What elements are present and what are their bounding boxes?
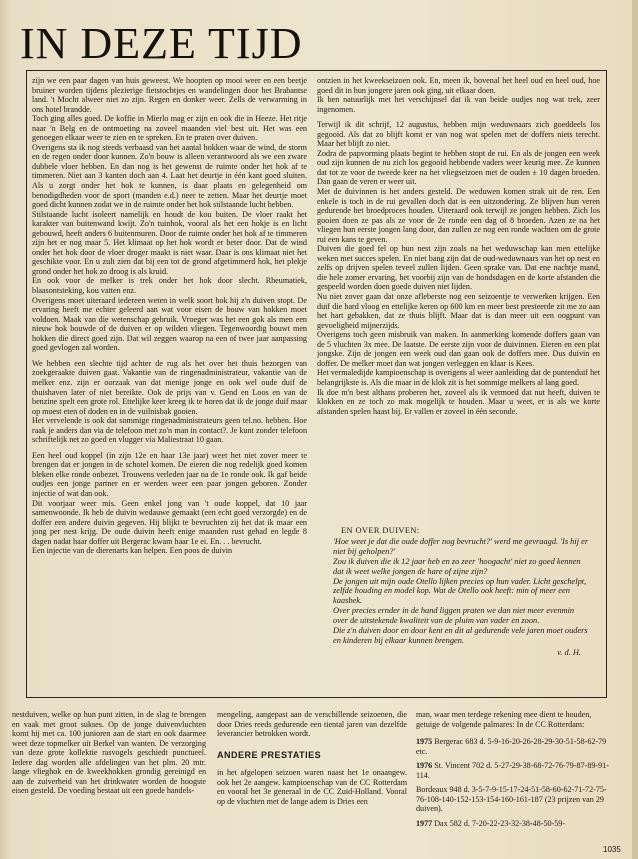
result-text: Dax 582 d. 7-20-22-23-32-38-48-50-59-: [432, 818, 566, 828]
result-text: Bergerac 683 d. 5-9-16-20-26-28-29-30-51-58-62-79 etc.: [416, 737, 607, 756]
result-text: Bordeaux 948 d. 3-5-7-9-15-17-24-51-58-60-62-71-72-75-76-108-140-152-153-154-160-161-187 (23 prijzen van 29 duiven).: [416, 785, 607, 814]
inset-line: Die z'n duiven door en door kent en dit al gedurende vele jaren moet ouders en kinderen bij elkaar kunnen brengen.: [333, 626, 588, 645]
page-fold-edge: [632, 0, 638, 859]
inset-line: De jongen uit mijn oude Otello lijken precies op hun vader. Licht geschelpt, zelfde houding en model kop. Wat de Otello ook heeft: min of meer een kaasbek.: [333, 576, 587, 606]
inset-line: Over precies ernder in de hand liggen praten we dan niet meer evenmin over de uitstekende kwaliteit van de pluim van vader en zoon.: [333, 606, 575, 626]
article-title: IN DEZE TIJD: [20, 19, 303, 68]
paragraph: mengeling, aangepast aan de verschillende seizoenen, die door Dries reeds gedurende een tiental jaren van dezelfde leverancier betrokken wordt.: [217, 710, 407, 739]
result-item: [416, 761, 616, 780]
inset-line: 'Hoe weet je dat die oude doffer nog bevrucht?' werd me gevraagd. 'Is hij er niet bij geholpen?': [333, 536, 589, 556]
lower-column-2: [217, 710, 407, 858]
paragraph: in het afgelopen seizoen waren naast het 1e onaangew. ook het 2e aangew. kampioenschap van de CC Rotterdam en vooral het 3e generaal in de CC Zuid-Holland. Vooral op de vluchten met de lange adem is Dries een: [217, 768, 407, 806]
paragraph: Terwijl ik dit schrijf, 12 augustus, hebben mijn weduwnaars zich goeddeels los gegooid. Als dat zo blijft komt er van nog wat spelen met de doffers niets terecht. Maar het blijft zo niet. Zodra de papvorming plaats begint te hebben stopt de rui. En als de jongen een week oud zijn kunnen de nu zich los gegooid hebbende vaders weer keurig mee. Ze kunnen dat tot ze voor de tweede keer na het vliegseizoen met de ouden ± 10 dagen broeden. Dan gaan de veren er weer uit. Met de duivinnen is het anders gesteld. De weduwen komen strak uit de ren. Een enkele is toch in de rui gevallen doch dat is een uitzondering. Ze blijven hun veren gedurende het broedproces houden. Uiteraard ook terwijl ze jongen hebben. Zich los gooien doen ze pas als ze voor de 2e ronde een dag of 8 broeden. Azen ze na het vliegen hun eerste jongen lang door, dan zullen ze nog een ronde wachten om de grote rui een kans te geven. Duiven die goed fel op hun nest zijn zoals na het weduwschap kan men ettelijke weken met succes spelen. En niet bang zijn dat de oud-weduwnaars van het op nest en zelfs op drijven spelen teveel zullen lijden. Geen sprake van. Dat ene nachtje mand, die hele zomer ervaring, het voorbij zijn van de hondsdagen en de korte afstanden die gespeeld worden doen goede duiven niet lijden. Nu niet zover gaan dat onze afleberste nog een seizoentje te verwerken krijgen. Een duif die hard vloog en ettelijke keren op 600 km en meer best presteerde zit me zo aan het hart gebakken, dat ze thuis blijft. Maar dat is dan meer uit een oogpunt van gevoeligheid mijnerzijds. Overigens toch geen misbruik van maken. In aanmerking komende doffers gaan van de 5 vluchten 3x mee. De laatste. De eerste zijn voor de duivinnen. Eieren en een plat jongske. Zijn de jongen een week oud dan gaan ook de doffers mee. Dus duivin en doffer. De melker moet dan wat jongen verleggen en klaar is Kees. Het vermaledijde kampioenschap is overigens al weer aanleiding dat de puntenduif het belangrijkste is. Als die maar in de klok zit is het sommige melkers al lang goed. Ik doe m'n best althans proberen het, zoveel als ik vermoed dat nut heeft, duiven te klokken en ze toch zo mak mogelijk te houden. Maar u weet, er is als we korte afstanden spelen haast bij. Er vallen er zoveel in één seconde.: [317, 120, 600, 416]
result-item: [416, 819, 616, 829]
section-heading: ANDERE PRESTATIES: [217, 749, 322, 760]
paragraph: nestduiven, welke op hun punt zitten, in de slag te brengen en vaak met groot sukses. Op de jonge duivenvluchten komt hij met ca. 100 junioren aan de start en ook daarmee weet deze topmelker uit Berkel van wanten. De verzorging van deze grote kollektie rasvogels geschiedt punctueel. Iedere dag worden alle afdelingen van het plm. 20 mtr. lange vlieghok en de kweekhokken grondig gereinigd en aan de zuiverheid van het drinkwater worden de hoogste eisen gesteld. De voeding bestaat uit een goede handels-: [12, 710, 206, 796]
paragraph: zijn we een paar dagen van huis geweest. We hoopten op mooi weer en een beetje bruiner worden tijdens plezierige fietstochtjes en wandelingen door het Brabantse land. 't Mocht alweer niet zo zijn. Regen en donker weer. Zells de verwarming in ons hotel brandde. Toch ging alles goed. De koffie in Mierlo mag er zijn en ook die in Heeze. Het ritje naar 'n Belg en de ontmoeting na zoveel maanden viel best uit. Het was een genoegen elkaar weer te zien en te spreken. En te praten over duiven. Overigens sta ik nog steeds verbaasd van het aantal hokken waar de wind, de storm en de regen onder door kunnen. Zo'n bouw is alleen verantwoord als we een zware dubbele vloer hebben. En dan nog is het gewenst de ruimte onder het hok af te timmeren. Niet aan 3 kanten doch aan 4. Laat het deurtje in één kant goed sluiten. Als u zorgt onder het hok te kunnen, is daar plaats en gelegenheid om benodigdheden voor de sport (manden e.d.) neer te zetten. Maar het deurtje moet goed dicht kunnen zodat we in de ruimte onder het hok stilstaande lucht hebben. Stilstaande lucht isoleert namelijk en houdt de kou buiten. De vloer raakt het karakter van buitenwand kwijt. Zo'n tuinhok, vooral als het een hokje is en licht gebouwd, heeft anders 6 buitenmuren. Door de ruimte onder het hok af te timmeren zijn het er nog maar 5. Het klimaat op het hok wordt er beter door. Dat de wind onder het hok door de vloer droger maakt is niet waar. Daar is ons klimaat niet het geschikte voor. En u zult zien dat bij een tot de grond afgetimmerd hok, het plekje grond onder het hok zo droog is als kruid. En ook voor de melker is trek onder het hok door slecht. Rheumatiek, blaasontsteking, kou vatten enz. Overigens moet uiteraard iedereen weten in welk soort hok hij z'n duiven stopt. De ervaring heeft me echter geleerd aan wat voor eisen de bouw van hokken moet voldoen. Maak van die wetenschap gebruik. Vroeger was het een gok als men een nieuw hok bouwde of de duiven er op wilden vliegen. Tegenwoordig bouwt men hokken die direct goed zijn. Dat wil zeggen waarop na een of twee jaar aanpassing goed gevlogen zal worden.: [32, 76, 307, 353]
inset-heading: EN OVER DUIVEN:: [341, 526, 420, 535]
result-year: 1976: [416, 761, 433, 771]
results-list: [416, 737, 616, 828]
paragraph: ontzien in het kweekseizoen ook. En, meen ik, bovenal het heel oud en heel oud, hoe goed dit in hun jongere jaren ook ging, uit elkaar doen. Ik ben natuurlijk met het verschijnsel dat ik van beide oudjes nog wat trek, zeer ingenomen.: [317, 76, 600, 114]
paragraph: man, waar men terdege rekening mee dient te houden, getuige de volgende palmares: In de CC Rotterdam:: [416, 710, 592, 729]
page-number: 1035: [603, 845, 621, 854]
result-item: [416, 785, 616, 814]
result-text: St. Vincent 702 d. 5-27-29-38-68-72-76-79-87-89-91-114.: [416, 761, 609, 780]
column-right: [317, 76, 600, 516]
inset-box: [333, 526, 591, 692]
lower-column-1: [12, 710, 206, 858]
result-item: [416, 737, 616, 756]
lower-column-3: [416, 710, 616, 858]
result-year: 1975: [416, 737, 433, 747]
inset-signature: v. d. H.: [557, 647, 581, 657]
paragraph: Een heel oud koppel (in zijn 12e en haar 13e jaar) weet het niet zover meer te brengen dat er jongen in de schotel komen. De eieren die nog redelijk goed komen bleken elke ronde onbezet. Trouwens verleden jaar na de 1e ronde ook. Ik gaf beide oudjes een jonge partner en er werden weer een paar jongen geboren. Zonder injectie of wat dan ook. Dit voorjaar weer mis. Geen enkel jong van 't oude koppel, dat 10 jaar samenwoonde. Ik heb de duivin wedauwe gemaakt (een echt goed verzorgde) en de doffer een andere duivin gegeven. Hij blijkt te bevruchten zij het dat ik maar een jong per nest krijg. De oude duivin heeft enige maanden rust gehad en legde 8 dagen nadat haar doffer uit Bergerac kwam haar 1e ei. En. . . bevrucht. Een injectie van de dierenarts kan helpen. Een poos de duivin: [32, 450, 307, 556]
inset-line: Zou ik duiven die ik 12 jaar heb en zo zeer 'hoogacht' niet zo goed kennen dat ik weet welke jongen de hare of zijne zijn?: [333, 556, 581, 576]
result-year: 1977: [416, 818, 433, 828]
paragraph: We hebben een slechte tijd achter de rug als het over het thuis bezorgen van zoekgeraakte duiven gaat. Vakantie van de ringenadministrateur, vakantie van de melker enz. zijn er oorzaak van dat menige jonge en ook wel oude duif de thuishaven later of niet bereikte. Ook de prijs van v. Gend en Loos en van de benzine spelt een grote rol. Ettelijke keer kreeg ik te horen dat ik de jonge duif maar op moest eten of doden en in de vuilnisbak gooien. Het vervelende is ook dat sommige ringenadministrateurs geen tel.no. hebben. Hoe raak je anders dan via de telefoon met zo'n man in contact?. Je kunt zonder telefoon schriftelijk net zo goed en vlugger via Maliestraat 10 gaan.: [32, 358, 307, 445]
column-left: [32, 76, 307, 696]
